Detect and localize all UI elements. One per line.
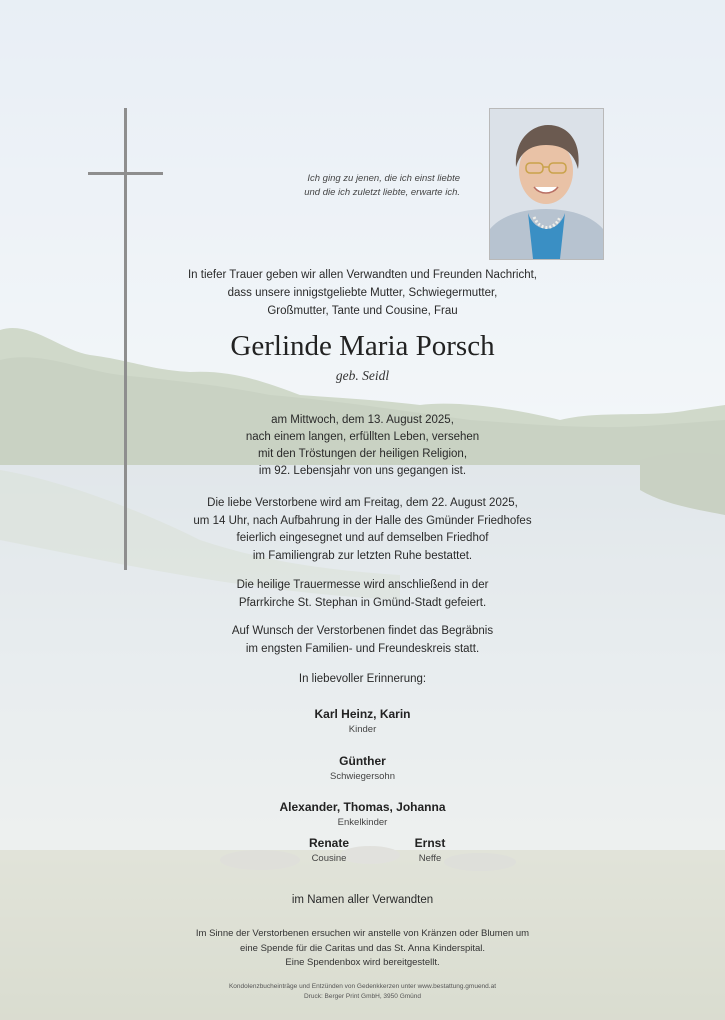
- intro-line: Großmutter, Tante und Cousine, Frau: [267, 305, 458, 317]
- mourner-relation: Cousine: [311, 853, 347, 864]
- mourner-relation: Enkelkinder: [337, 817, 388, 828]
- funeral-line: im Familiengrab zur letzten Ruhe bestattet.: [252, 549, 473, 562]
- mourner-name: Günther: [339, 754, 386, 768]
- cross-horizontal-bar: [88, 172, 163, 175]
- mourner-relation: Kinder: [348, 724, 377, 735]
- mourner-group: [0, 707, 725, 735]
- mourner-name: Ernst: [414, 836, 446, 850]
- memory-label: In liebevoller Erinnerung:: [298, 673, 427, 685]
- death-text: [0, 412, 725, 480]
- death-line: am Mittwoch, dem 13. August 2025,: [271, 414, 454, 426]
- death-line: im 92. Lebensjahr von uns gegangen ist.: [258, 465, 467, 477]
- notice-line: Im Sinne der Verstorbenen ersuchen wir anstelle von Kränzen oder Blumen um: [195, 928, 530, 939]
- burial-wish-text: [0, 623, 725, 658]
- notice-line: Eine Spendenbox wird bereitgestellt.: [285, 957, 440, 968]
- wish-line: Auf Wunsch der Verstorbenen findet das Begräbnis: [231, 625, 494, 637]
- deceased-name: Gerlinde Maria Porsch: [230, 330, 495, 362]
- mourner-name: Karl Heinz, Karin: [314, 707, 411, 721]
- mourner-group: [390, 836, 470, 864]
- intro-line: dass unsere innigstgeliebte Mutter, Schwiegermutter,: [227, 287, 498, 299]
- intro-text: [0, 266, 725, 320]
- printer-line: Druck: Berger Print GmbH, 3950 Gmünd: [303, 993, 422, 1000]
- mourner-group: [0, 800, 725, 828]
- mourner-relation: Neffe: [418, 853, 442, 864]
- printer-info: [0, 982, 725, 1002]
- printer-line: Kondolenzbucheinträge und Entzünden von Gedenkkerzen unter www.bestattung.gmuend.at: [228, 983, 497, 990]
- funeral-line: feierlich eingesegnet und auf demselben Friedhof: [236, 532, 489, 544]
- funeral-text: [0, 495, 725, 565]
- mourner-relation: Schwiegersohn: [330, 771, 395, 782]
- funeral-line: um 14 Uhr, nach Aufbahrung in der Halle des Gmünder Friedhofes: [193, 514, 532, 527]
- mass-line: Die heilige Trauermesse wird anschließend in der: [236, 579, 489, 591]
- notice-line: eine Spende für die Caritas und das St. Anna Kinderspital.: [239, 942, 486, 954]
- all-relatives-text: im Namen aller Verwandten: [291, 894, 434, 906]
- quote-line: und die ich zuletzt liebte, erwarte ich.: [304, 187, 460, 198]
- death-line: nach einem langen, erfüllten Leben, versehen: [245, 431, 480, 443]
- mass-text: [0, 577, 725, 612]
- maiden-name: geb. Seidl: [335, 368, 390, 383]
- mourner-group: [0, 754, 725, 782]
- mass-line: Pfarrkirche St. Stephan in Gmünd-Stadt gefeiert.: [238, 596, 487, 609]
- quote-line: Ich ging zu jenen, die ich einst liebte: [307, 173, 460, 184]
- portrait-photo: [489, 108, 604, 260]
- funeral-line: Die liebe Verstorbene wird am Freitag, dem 22. August 2025,: [207, 497, 518, 509]
- memorial-quote: [260, 172, 460, 200]
- donation-notice: [0, 927, 725, 971]
- mourner-name: Alexander, Thomas, Johanna: [279, 800, 446, 814]
- wish-line: im engsten Familien- und Freundeskreis statt.: [245, 642, 480, 655]
- intro-line: In tiefer Trauer geben wir allen Verwandten und Freunden Nachricht,: [187, 269, 538, 281]
- mourner-group: [289, 836, 369, 864]
- death-line: mit den Tröstungen der heiligen Religion,: [257, 448, 468, 460]
- mourner-name: Renate: [308, 836, 349, 850]
